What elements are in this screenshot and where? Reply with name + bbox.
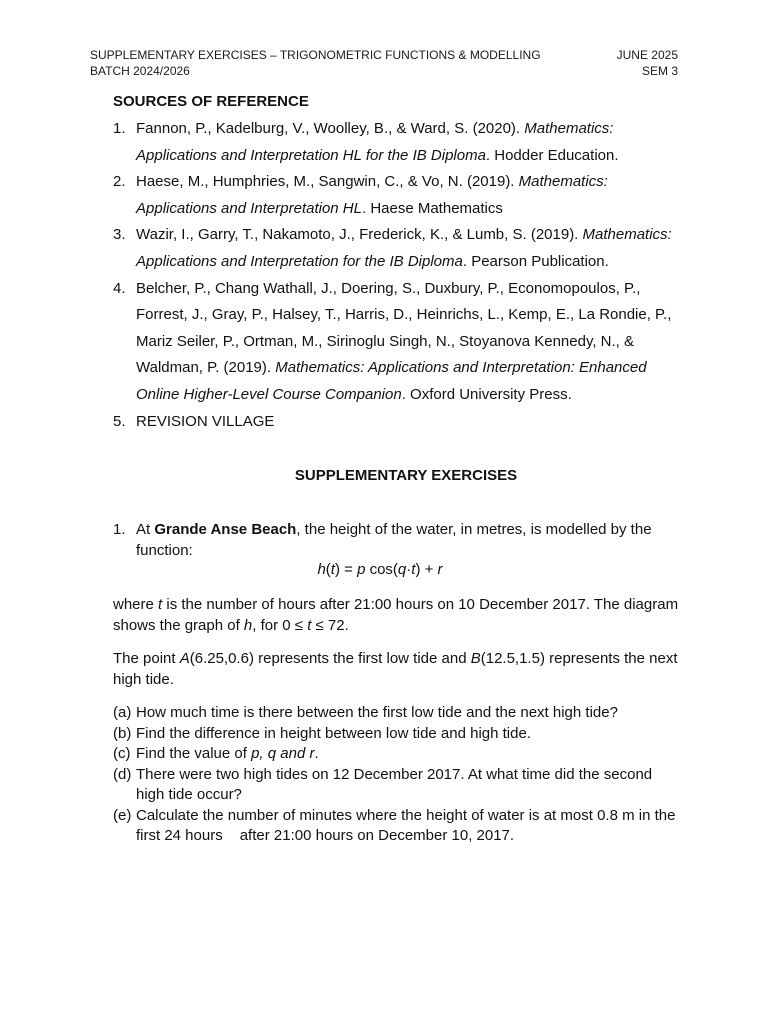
formula-t: t <box>411 561 416 578</box>
exercises-heading: SUPPLEMENTARY EXERCISES <box>294 467 518 484</box>
reference-book-title: Mathematics: Applications and Interpretation HL for the IB Diploma <box>136 120 614 164</box>
reference-number: 5. <box>113 412 126 430</box>
page-header-right <box>617 47 678 79</box>
sub-question-a <box>113 703 683 724</box>
formula-r: r <box>437 561 443 578</box>
formula-eq: ) = <box>334 561 358 578</box>
part-text: Find the difference in height between low tide and high tide. <box>136 724 531 742</box>
reference-book-title: Mathematics: Applications and Interpretation HL <box>136 173 608 217</box>
formula-t: t <box>330 561 335 578</box>
header-batch: BATCH 2024/2026 <box>90 64 190 78</box>
question-1-intro <box>113 520 683 561</box>
reference-book-title: Mathematics: Applications and Interpretation for the IB Diploma <box>136 226 672 270</box>
reference-authors: Fannon, P., Kadelburg, V., Woolley, B., & Ward, S. (2020). <box>136 120 525 137</box>
part-text: How much time is there between the first low tide and the next high tide? <box>136 704 618 721</box>
reference-list <box>113 116 683 435</box>
formula-p: p <box>357 561 366 578</box>
reference-item <box>113 116 683 169</box>
question-1-text <box>113 520 683 561</box>
reference-number: 3. <box>113 226 126 244</box>
text-run: , for 0 ≤ <box>252 616 308 634</box>
reference-item <box>113 222 683 275</box>
question-1-points <box>113 649 683 690</box>
text-run: ≤ 72. <box>311 616 349 634</box>
part-text: There were two high tides on 12 December 2017. At what time did the second high tide occur? <box>136 765 653 803</box>
formula-cos: cos( <box>365 561 398 578</box>
part-text: Find the value of <box>136 745 252 762</box>
formula-dot: · <box>406 561 412 578</box>
reference-authors: Belcher, P., Chang Wathall, J., Doering, S., Duxbury, P., Economopoulos, P., Forrest, J., Gray, P., Halsey, T., Harris, D., Heinrichs, L., Kemp, E., La Rondie, P., Mariz Seiler, P., Ortman, M., Sirinoglu Singh, N., Stoyanova Kennedy, N., & Waldman, P. (2019). <box>136 279 672 377</box>
header-title: SUPPLEMENTARY EXERCISES – TRIGONOMETRIC FUNCTIONS & MODELLING <box>90 48 541 62</box>
var-t: t <box>307 616 312 634</box>
formula-q: q <box>397 561 407 578</box>
reference-publisher: . Haese Mathematics <box>361 199 503 217</box>
text-run: (12.5,1.5) represents the next high tide. <box>113 650 678 688</box>
formula-h: h <box>317 561 326 578</box>
sub-question-d <box>113 765 683 806</box>
model-formula: h(t) = p cos(q·t) + r <box>317 561 443 578</box>
part-text: Calculate the number of minutes where the height of water is at most 0.8 m in the first 24 hours <box>136 806 676 844</box>
header-date: JUNE 2025 <box>616 48 678 62</box>
part-label: (a) <box>113 704 132 721</box>
sub-question-c <box>113 744 683 765</box>
question-1-parts <box>113 703 683 847</box>
var-h: h <box>243 616 253 634</box>
text-run: is the number of hours after 21:00 hours on 10 December 2017. The diagram shows the graph of <box>113 596 679 634</box>
reference-book-title: Mathematics: Applications and Interpretation: Enhanced Online Higher-Level Course Companion <box>136 359 647 403</box>
formula-plus: ) + <box>415 561 438 578</box>
intro-at: At <box>136 521 155 538</box>
reference-authors: Haese, M., Humphries, M., Sangwin, C., & Vo, N. (2019). <box>136 173 519 191</box>
reference-number: 4. <box>113 279 126 297</box>
part-label: (d) <box>113 765 132 783</box>
point-b: B <box>470 650 481 667</box>
reference-publisher: . Hodder Education. <box>485 146 619 164</box>
text-run: (6.25,0.6) represents the first low tide and <box>189 650 471 667</box>
var-t: t <box>158 596 163 613</box>
reference-authors: REVISION VILLAGE <box>136 412 275 430</box>
reference-publisher: . Pearson Publication. <box>462 252 609 270</box>
sub-question-b <box>113 724 683 745</box>
reference-item <box>113 169 683 222</box>
page-header-left <box>90 47 541 79</box>
intro-rest: , the height of the water, in metres, is modelled by the function: <box>136 521 652 559</box>
point-a: A <box>179 650 190 667</box>
text-run: The point <box>113 650 180 667</box>
header-semester: SEM 3 <box>641 64 678 78</box>
beach-name: Grande Anse Beach <box>154 521 297 538</box>
question-1-description <box>113 595 683 636</box>
part-label: (b) <box>113 724 132 742</box>
text-run: where <box>113 596 159 613</box>
part-text: after 21:00 hours on December 10, 2017. <box>239 827 515 844</box>
reference-item <box>113 409 683 436</box>
part-label: (e) <box>113 806 132 824</box>
reference-number: 1. <box>113 120 126 137</box>
part-variables: p, q and r <box>251 745 315 762</box>
part-text: . <box>314 745 319 762</box>
reference-authors: Wazir, I., Garry, T., Nakamoto, J., Frederick, K., & Lumb, S. (2019). <box>136 226 583 244</box>
reference-item <box>113 276 683 409</box>
reference-publisher: . Oxford University Press. <box>401 385 572 403</box>
references-heading: SOURCES OF REFERENCE <box>113 93 309 110</box>
question-number: 1. <box>113 521 126 538</box>
part-label: (c) <box>113 745 131 762</box>
reference-number: 2. <box>113 173 126 191</box>
sub-question-e <box>113 806 683 847</box>
